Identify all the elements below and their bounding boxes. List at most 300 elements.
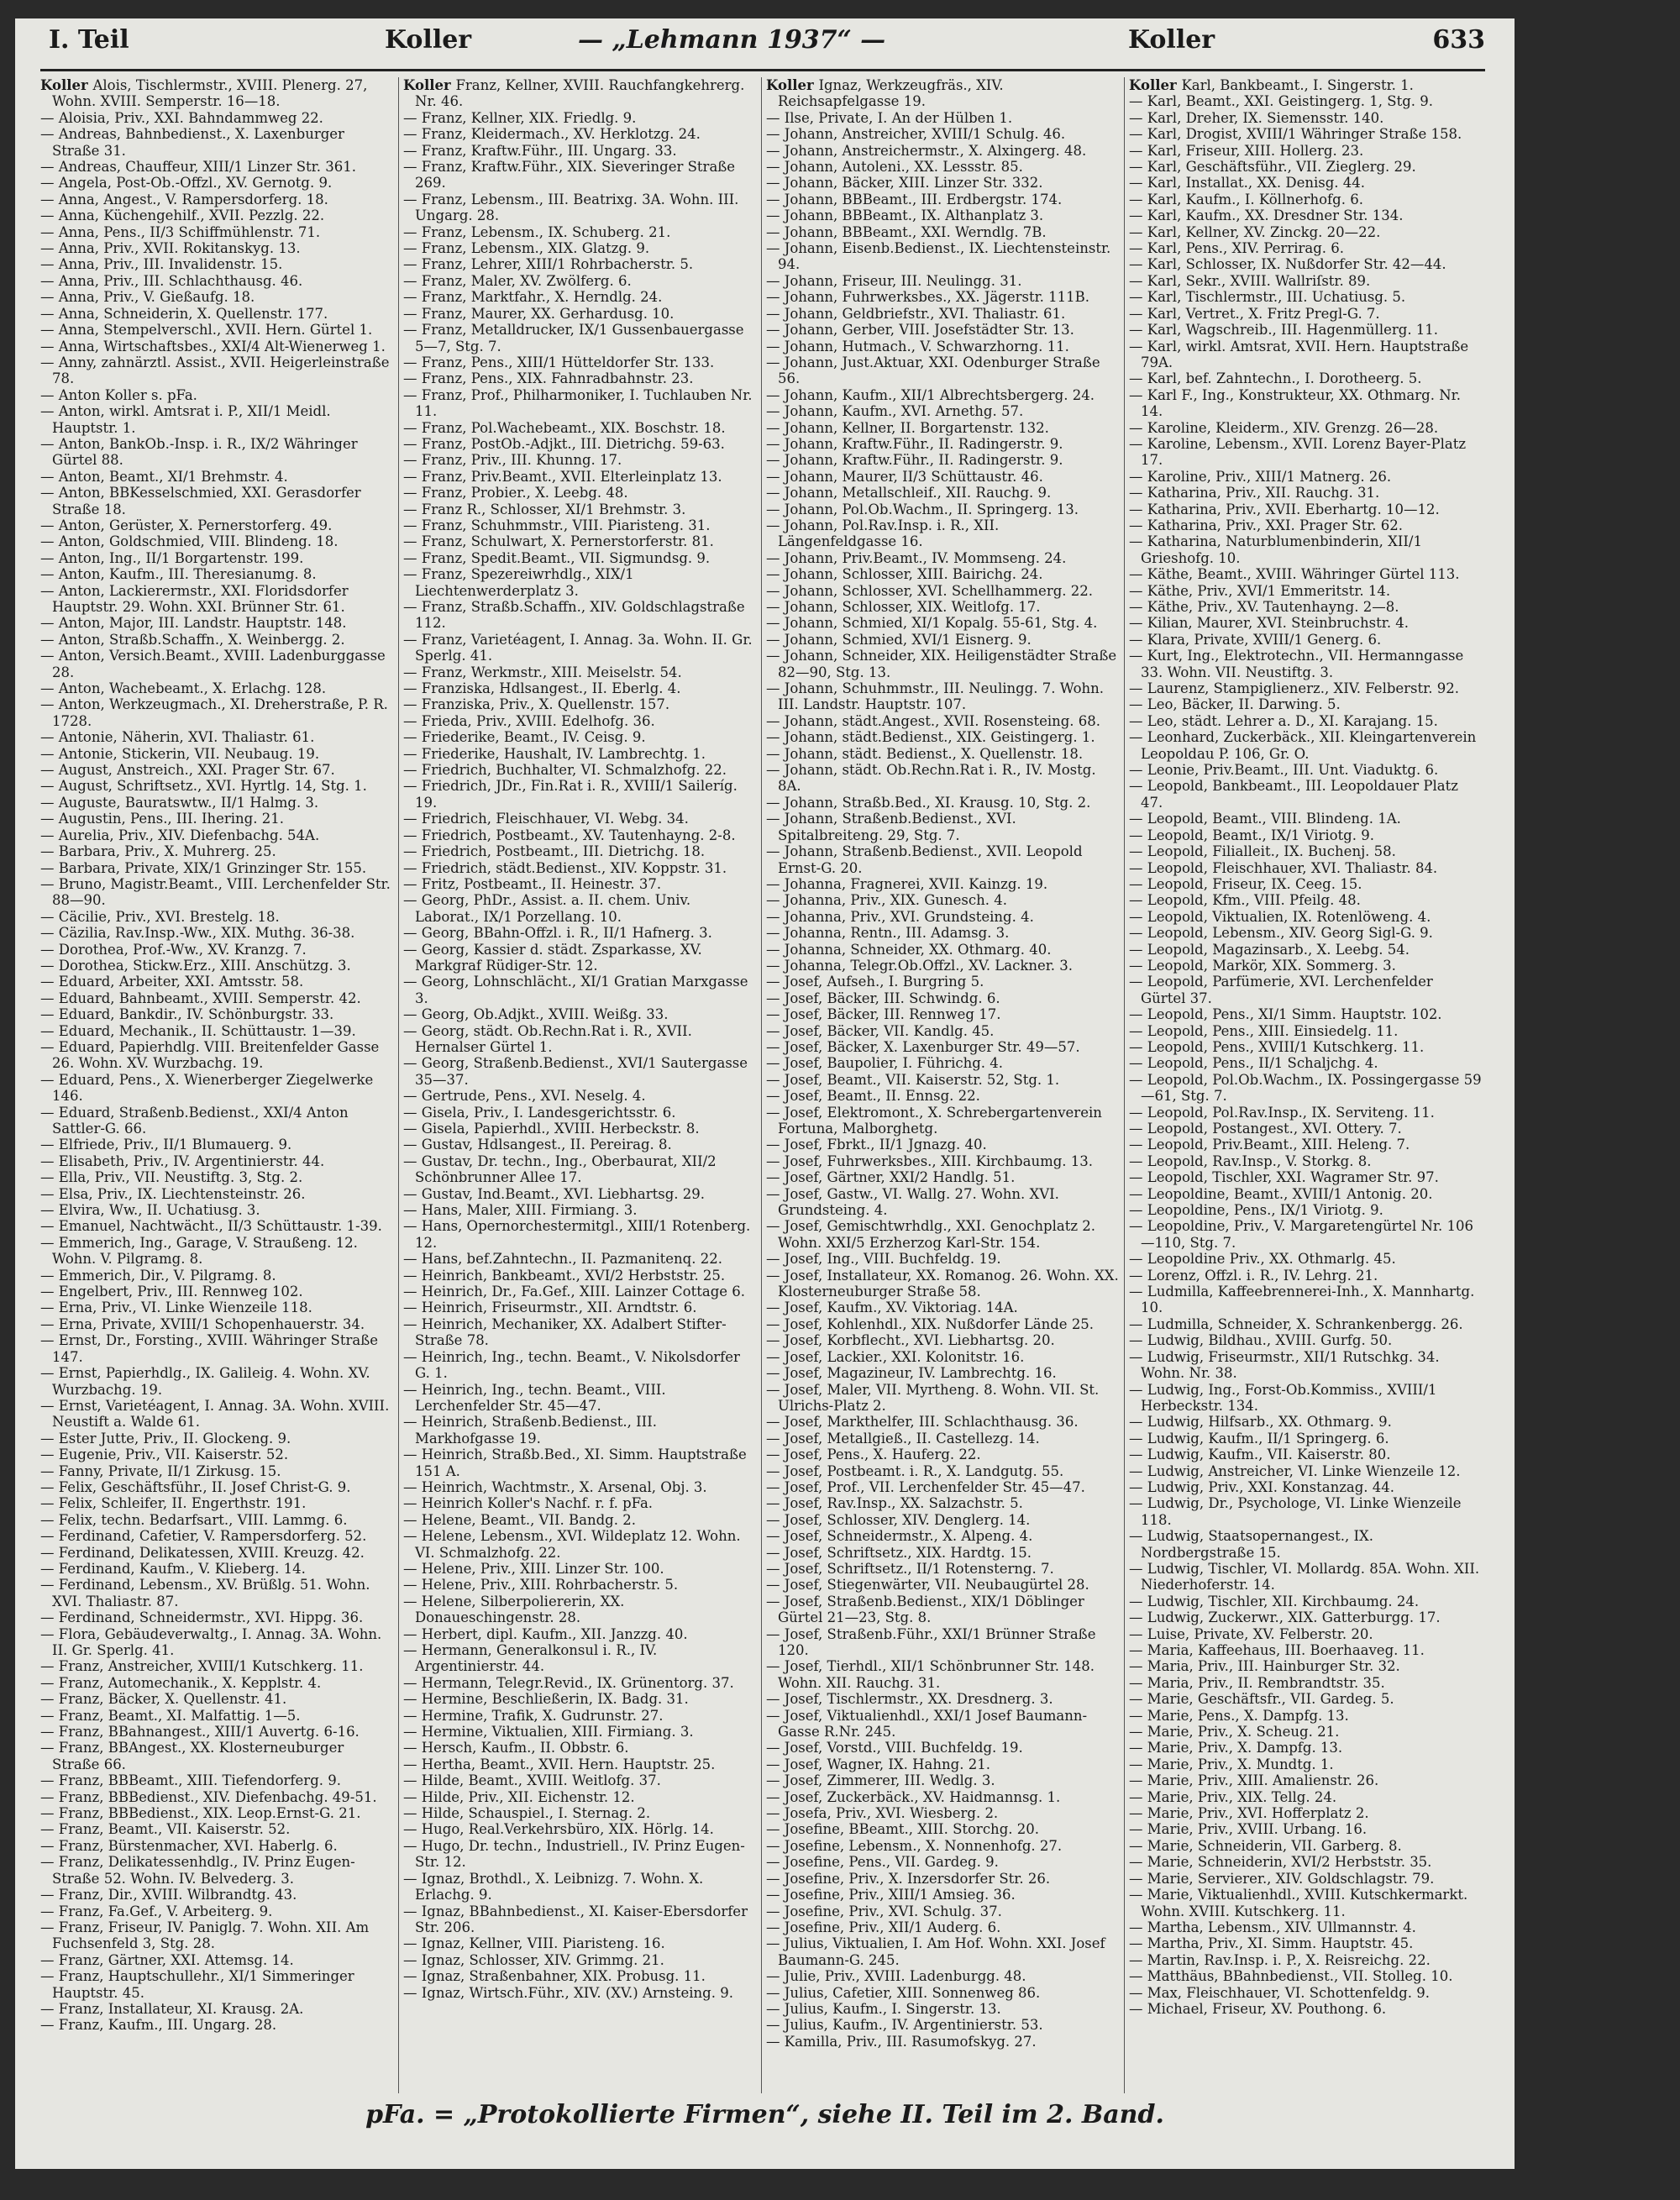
directory-entry: — Ludwig, Ing., Forst-Ob.Kommiss., XVIII/1 Herbeckstr. 134. — [1129, 1381, 1437, 1414]
directory-entry: — Ester Jutte, Priv., II. Glockeng. 9. — [40, 1430, 291, 1447]
directory-entry: — Anton, Versich.Beamt., XVIII. Ladenburggasse 28. — [40, 648, 386, 680]
directory-entry: — Karl, Beamt., XXI. Geistingerg. 1, Stg. 9. — [1129, 93, 1434, 110]
directory-entry: — Dorothea, Prof.-Ww., XV. Kranzg. 7. — [40, 941, 307, 958]
directory-entry: — Karl, Kellner, XV. Zinckg. 20—22. — [1129, 223, 1381, 240]
directory-entry: — Franz, Kellner, XIX. Friedlg. 9. — [403, 109, 637, 126]
directory-entry: — Josef, Markthelfer, III. Schlachthausg. 36. — [766, 1414, 1079, 1431]
directory-entry: — Johann, BBBeamt., XXI. Werndlg. 7B. — [766, 223, 1047, 240]
directory-entry: — Ferdinand, Kaufm., V. Klieberg. 14. — [40, 1560, 306, 1577]
directory-entry: — Ludwig, Hilfsarb., XX. Othmarg. 9. — [1129, 1414, 1392, 1431]
directory-entry: — Franz, Schuhmmstr., VIII. Piaristeng. 31. — [403, 517, 711, 533]
directory-entry: — Anton, wirkl. Amtsrat i. P., XII/1 Meidl. Hauptstr. 1. — [40, 403, 331, 436]
directory-entry: — Josef, Kohlenhdl., XIX. Nußdorfer Lände 25. — [766, 1315, 1095, 1332]
directory-entry: — Johann, Priv.Beamt., IV. Mommseng. 24. — [766, 549, 1067, 566]
directory-entry: — Leopold, Beamt., VIII. Blindeng. 1A. — [1129, 811, 1401, 827]
directory-entry: — Franz, Fa.Gef., V. Arbeiterg. 9. — [40, 1903, 273, 1919]
directory-entry: — Friedrich, städt.Bedienst., XIV. Koppstr. 31. — [403, 859, 727, 876]
directory-entry: — Johann, städt.Bedienst., XIX. Geistingerg. 1. — [766, 729, 1095, 746]
directory-entry: — Hersch, Kaufm., II. Obbstr. 6. — [403, 1740, 629, 1756]
directory-entry: — Johanna, Priv., XIX. Gunesch. 4. — [766, 892, 1007, 909]
directory-entry: — Gustav, Hdlsangest., II. Pereirag. 8. — [403, 1137, 672, 1153]
directory-entry: — Hermine, Trafik, X. Gudrunstr. 27. — [403, 1707, 664, 1724]
directory-entry: — Johann, BBBeamt., IX. Althanplatz 3. — [766, 207, 1044, 224]
directory-entry: — Josef, Schneidermstr., X. Alpeng. 4. — [766, 1528, 1033, 1545]
directory-entry: — Julius, Kaufm., IV. Argentinierstr. 53. — [766, 2017, 1043, 2034]
directory-entry: — Anton, Goldschmied, VIII. Blindeng. 18. — [40, 533, 339, 550]
directory-entry: — Josef, Maler, VII. Myrtheng. 8. Wohn. VII. St. Ulrichs-Platz 2. — [766, 1381, 1100, 1414]
directory-entry: — Heinrich, Ing., techn. Beamt., V. Nikolsdorfer G. 1. — [403, 1348, 740, 1382]
directory-entry: — Franz, Priv.Beamt., XVII. Elterleinplatz 13. — [403, 468, 722, 485]
directory-entry: — Leonhard, Zuckerbäck., XII. Kleingartenverein Leopoldau P. 106, Gr. O. — [1129, 729, 1477, 762]
directory-entry: — Franz, Metalldrucker, IX/1 Gussenbauergasse 5—7, Stg. 7. — [403, 322, 744, 354]
directory-entry: — Ferdinand, Lebensm., XV. Brüßlg. 51. Wohn. XVI. Thaliastr. 87. — [40, 1577, 370, 1609]
directory-entry: — Franz, Gärtner, XXI. Attemsg. 14. — [40, 1951, 294, 1968]
directory-entry: — Franz, Pol.Wachebeamt., XIX. Boschstr. 18. — [403, 419, 726, 436]
directory-entry: — Franz, Priv., III. Khunng. 17. — [403, 452, 622, 469]
directory-entry: — Johann, Maurer, II/3 Schüttaustr. 46. — [766, 468, 1043, 485]
directory-entry: — Josef, Fuhrwerksbes., XIII. Kirchbaumg. 13. — [766, 1153, 1094, 1169]
directory-entry: — Hermann, Generalkonsul i. R., IV. Argentinierstr. 44. — [403, 1642, 658, 1675]
directory-entry: — Katharina, Priv., XVII. Eberhartg. 10—12. — [1129, 501, 1440, 517]
directory-entry: — Marie, Priv., X. Dampfg. 13. — [1129, 1740, 1343, 1756]
directory-entry: — Franz, Werkmstr., XIII. Meiselstr. 54. — [403, 664, 682, 680]
directory-entry: — Johann, Kraftw.Führ., II. Radingerstr. 9. — [766, 435, 1063, 452]
directory-entry: — Leopoldine Priv., XX. Othmarlg. 45. — [1129, 1251, 1396, 1268]
column-1 — [40, 77, 393, 2093]
directory-entry: — Johanna, Priv., XVI. Grundsteing. 4. — [766, 908, 1034, 925]
directory-entry: — Ludwig, Tischler, VI. Mollardg. 85A. Wohn. XII. Niederhoferstr. 14. — [1129, 1560, 1480, 1594]
directory-entry: — Martha, Priv., XI. Simm. Hauptstr. 45. — [1129, 1935, 1414, 1952]
directory-entry: — Franz, BBBedienst., XIV. Diefenbachg. 49-51. — [40, 1788, 377, 1805]
directory-entry: — Marie, Priv., XIX. Tellg. 24. — [1129, 1788, 1337, 1805]
directory-entry: — Anna, Küchengehilf., XVII. Pezzlg. 22. — [40, 207, 325, 224]
directory-entry: — Leopold, Viktualien, IX. Rotenlöweng. 4. — [1129, 908, 1431, 925]
directory-entry: — Cäcilie, Priv., XVI. Brestelg. 18. — [40, 908, 280, 925]
directory-entry: — Leopold, Kfm., VIII. Pfeilg. 48. — [1129, 892, 1361, 909]
directory-entry: — Leopold, Filialleit., IX. Buchenj. 58. — [1129, 843, 1396, 860]
directory-entry: — Anna, Schneiderin, X. Quellenstr. 177. — [40, 305, 328, 322]
directory-entry: — Elisabeth, Priv., IV. Argentinierstr. 44. — [40, 1153, 325, 1169]
directory-entry: — Gustav, Ind.Beamt., XVI. Liebhartsg. 29. — [403, 1185, 706, 1202]
directory-entry: — Heinrich, Straßenb.Bedienst., III. Markhofgasse 19. — [403, 1414, 657, 1447]
directory-entry: — Friedrich, Fleischhauer, VI. Webg. 34. — [403, 811, 689, 827]
directory-entry: — August, Anstreich., XXI. Prager Str. 67. — [40, 762, 335, 779]
directory-entry: — Franz, Schulwart, X. Pernerstorferstr. 81. — [403, 533, 714, 550]
directory-entry: — Franz, Hauptschullehr., XI/1 Simmeringer Hauptstr. 45. — [40, 1968, 354, 2001]
directory-entry: — Johanna, Fragnerei, XVII. Kainzg. 19. — [766, 875, 1048, 892]
directory-entry: — Josef, Postbeamt. i. R., X. Landgutg. 55. — [766, 1462, 1064, 1479]
directory-entry: — Josef, Stiegenwärter, VII. Neubaugürtel 28. — [766, 1577, 1089, 1594]
directory-entry: — Karl, Kaufm., I. Köllnerhofg. 6. — [1129, 191, 1363, 207]
directory-entry: — Ludwig, Friseurmstr., XII/1 Rutschkg. 34. Wohn. Nr. 38. — [1129, 1348, 1440, 1382]
running-head-right: Koller — [1128, 25, 1215, 55]
directory-entry: — Anna, Stempelverschl., XVII. Hern. Gürtel 1. — [40, 322, 373, 339]
directory-entry: — Frieda, Priv., XVIII. Edelhofg. 36. — [403, 712, 655, 729]
directory-entry: — Maria, Priv., III. Hainburger Str. 32. — [1129, 1658, 1400, 1675]
directory-entry: — Franz, Lebensm., III. Beatrixg. 3A. Wohn. III. Ungarg. 28. — [403, 191, 739, 224]
directory-entry: — Franz, Friseur, IV. Paniglg. 7. Wohn. XII. Am Fuchsenfeld 3, Stg. 28. — [40, 1919, 370, 1952]
directory-entry: — Ignaz, Brothdl., X. Leibnizg. 7. Wohn. X. Erlachg. 9. — [403, 1870, 704, 1903]
directory-entry: — Julie, Priv., XVIII. Ladenburgg. 48. — [766, 1968, 1026, 1985]
directory-entry: — Franz, Maurer, XX. Gerhardusg. 10. — [403, 305, 675, 322]
directory-entry: — Josef, Beamt., VII. Kaiserstr. 52, Stg. 1. — [766, 1071, 1060, 1088]
directory-entry: — Josef, Gemischtwrhdlg., XXI. Genochplatz 2. Wohn. XXI/5 Erzherzog Karl-Str. 154. — [766, 1218, 1096, 1251]
directory-entry: — Eduard, Bankdir., IV. Schönburgstr. 33. — [40, 1006, 334, 1023]
directory-entry: — Franz, Marktfahr., X. Herndlg. 24. — [403, 289, 663, 306]
directory-entry: — Max, Fleischhauer, VI. Schottenfeldg. 9. — [1129, 1984, 1430, 2001]
directory-entry: — Josef, Prof., VII. Lerchenfelder Str. 45—47. — [766, 1478, 1085, 1495]
directory-entry: — Karl, Vertret., X. Fritz Pregl-G. 7. — [1129, 305, 1380, 322]
directory-entry: — Johann, Schlosser, XVI. Schellhammerg. 22. — [766, 582, 1094, 599]
directory-entry: — Josef, Pens., X. Hauferg. 22. — [766, 1447, 981, 1463]
directory-entry: — Gisela, Priv., I. Landesgerichtsstr. 6. — [403, 1104, 676, 1121]
directory-entry: — Josef, Vorstd., VIII. Buchfeldg. 19. — [766, 1740, 1023, 1756]
directory-entry: — Franz, Lebensm., XIX. Glatzg. 9. — [403, 240, 650, 257]
directory-entry: — Josef, Lackier., XXI. Kolonitstr. 16. — [766, 1348, 1025, 1365]
directory-entry: — Johann, Anstreichermstr., X. Alxingerg. 48. — [766, 142, 1087, 159]
directory-entry: — Anna, Angest., V. Rampersdorferg. 18. — [40, 191, 328, 207]
directory-entry: — Georg, PhDr., Assist. a. II. chem. Univ. Laborat., IX/1 Porzellang. 10. — [403, 892, 691, 925]
directory-entry: — Hilde, Beamt., XVIII. Weitlofg. 37. — [403, 1772, 661, 1789]
directory-entry: — Johann, Schmied, XI/1 Kopalg. 55-61, Stg. 4. — [766, 615, 1098, 632]
directory-entry: — Friederike, Beamt., IV. Ceisg. 9. — [403, 729, 646, 746]
directory-entry: — Josef, Gärtner, XXI/2 Handlg. 51. — [766, 1169, 1016, 1186]
directory-entry: — Josef, Zimmerer, III. Wedlg. 3. — [766, 1772, 995, 1789]
directory-entry: — Franz, Kleidermach., XV. Herklotzg. 24. — [403, 126, 701, 143]
directory-entry: — Johann, städt. Bedienst., X. Quellenstr. 18. — [766, 745, 1084, 762]
directory-entry: — Karl, bef. Zahntechn., I. Dorotheerg. 5. — [1129, 370, 1422, 387]
directory-entry: — Johann, Just.Aktuar, XXI. Odenburger Straße 56. — [766, 354, 1100, 387]
directory-entry: — Eugenie, Priv., VII. Kaiserstr. 52. — [40, 1447, 289, 1463]
directory-entry: — Josef, Tischlermstr., XX. Dresdnerg. 3. — [766, 1691, 1053, 1708]
directory-entry: — Hilde, Priv., XII. Eichenstr. 12. — [403, 1788, 635, 1805]
directory-entry: — Eduard, Pens., X. Wienerberger Ziegelwerke 146. — [40, 1071, 374, 1105]
directory-entry: — Heinrich, Wachtmstr., X. Arsenal, Obj. 3. — [403, 1478, 707, 1495]
directory-entry: — Marie, Priv., X. Scheug. 21. — [1129, 1724, 1340, 1741]
directory-entry: — Josef, Bäcker, VII. Kandlg. 45. — [766, 1022, 995, 1039]
directory-entry: — Leopold, Bankbeamt., III. Leopoldauer Platz 47. — [1129, 778, 1458, 811]
directory-entry: — Josef, Zuckerbäck., XV. Haidmannsg. 1. — [766, 1788, 1061, 1805]
page-header — [40, 18, 1485, 69]
directory-entry: — Katharina, Priv., XXI. Prager Str. 62. — [1129, 517, 1404, 533]
directory-entry: — Franz, Pens., XIX. Fahnradbahnstr. 23. — [403, 370, 694, 387]
directory-entry: — Ferdinand, Schneidermstr., XVI. Hippg. 36. — [40, 1609, 364, 1626]
directory-entry: — Leo, Bäcker, II. Darwing. 5. — [1129, 696, 1341, 713]
directory-entry: — Leopoldine, Priv., V. Margaretengürtel Nr. 106—110, Stg. 7. — [1129, 1218, 1473, 1251]
directory-entry: — Johanna, Schneider, XX. Othmarg. 40. — [766, 941, 1052, 958]
directory-entry: — Dorothea, Stickw.Erz., XIII. Anschützg. 3. — [40, 957, 351, 974]
directory-entry: — Fritz, Postbeamt., II. Heinestr. 37. — [403, 875, 662, 892]
directory-entry: — Josef, Beamt., II. Ennsg. 22. — [766, 1088, 980, 1105]
directory-entry: — Heinrich, Dr., Fa.Gef., XIII. Lainzer Cottage 6. — [403, 1284, 746, 1300]
directory-entry: — Leopold, Lebensm., XIV. Georg Sigl-G. 9. — [1129, 925, 1433, 942]
directory-entry: — Johann, Kaufm., XVI. Arnethg. 57. — [766, 403, 1024, 420]
directory-entry: — Heinrich, Mechaniker, XX. Adalbert Stifter-Straße 78. — [403, 1315, 727, 1349]
directory-entry: — Franz, BBAngest., XX. Klosterneuburger Straße 66. — [40, 1740, 344, 1772]
directory-entry: — Leopold, Pens., XI/1 Simm. Hauptstr. 102. — [1129, 1006, 1442, 1023]
directory-entry: — Josef, Aufseh., I. Burgring 5. — [766, 974, 984, 990]
directory-entry: — Leopold, Friseur, IX. Ceeg. 15. — [1129, 875, 1362, 892]
directory-entry: — Anton, Lackierermstr., XXI. Floridsdorfer Hauptstr. 29. Wohn. XXI. Brünner Str. 61. — [40, 582, 349, 615]
directory-entry: — Leopold, Rav.Insp., V. Storkg. 8. — [1129, 1153, 1372, 1169]
directory-entry: — Franz, Lebensm., IX. Schuberg. 21. — [403, 223, 671, 240]
directory-entry: — Franz, Kraftw.Führ., XIX. Sieveringer Straße 269. — [403, 159, 736, 192]
directory-entry: — Georg, Straßenb.Bedienst., XVI/1 Sautergasse 35—37. — [403, 1055, 748, 1088]
directory-entry: — Karl, Sekr., XVIII. Wallriſstr. 89. — [1129, 272, 1371, 289]
directory-entry: — Johann, Pol.Rav.Insp. i. R., XII. Längenfeldgasse 16. — [766, 517, 1000, 550]
directory-entry: — Leopold, Pens., II/1 Schaljchg. 4. — [1129, 1055, 1378, 1072]
directory-entry: — Leopold, Pol.Ob.Wachm., IX. Possingergasse 59—61, Stg. 7. — [1129, 1071, 1482, 1105]
directory-entry: — Johann, Fuhrwerksbes., XX. Jägerstr. 111B. — [766, 289, 1090, 306]
directory-entry: — Karl, Schlosser, IX. Nußdorfer Str. 42—44. — [1129, 256, 1446, 273]
directory-entry: — Josef, Baupolier, I. Führichg. 4. — [766, 1055, 1004, 1072]
directory-entry: — Ludwig, Kaufm., II/1 Springerg. 6. — [1129, 1430, 1389, 1447]
directory-entry: — Marie, Priv., XVIII. Urbang. 16. — [1129, 1821, 1368, 1838]
directory-entry: — Josef, Tierhdl., XII/1 Schönbrunner Str. 148. Wohn. XII. Rauchg. 31. — [766, 1658, 1095, 1691]
directory-entry: — Johann, Straßenb.Bedienst., XVII. Leopold Ernst-G. 20. — [766, 843, 1083, 876]
directory-entry: — Franz, Beamt., XI. Malfattig. 1—5. — [40, 1707, 301, 1724]
directory-entry: — Anna, Wirtschaftsbes., XXI/4 Alt-Wienerweg 1. — [40, 338, 386, 354]
directory-entry: — Josefine, Lebensm., X. Nonnenhofg. 27. — [766, 1837, 1063, 1854]
directory-entry: — Marie, Geschäftsfr., VII. Gardeg. 5. — [1129, 1691, 1394, 1708]
directory-entry: — Karl, Installat., XX. Denisg. 44. — [1129, 175, 1366, 192]
directory-entry: — Anton, Kaufm., III. Theresianumg. 8. — [40, 566, 317, 583]
directory-entry: — Helene, Priv., XIII. Linzer Str. 100. — [403, 1560, 664, 1577]
directory-entry: — Kilian, Maurer, XVI. Steinbruchstr. 4. — [1129, 615, 1410, 632]
directory-entry: — Johann, städt.Angest., XVII. Rosensteing. 68. — [766, 712, 1101, 729]
directory-entry: — Franz, Bäcker, X. Quellenstr. 41. — [40, 1691, 287, 1708]
directory-entry: — Josef, Ing., VIII. Buchfeldg. 19. — [766, 1251, 1001, 1268]
directory-entry: — Johann, Anstreicher, XVIII/1 Schulg. 46. — [766, 126, 1066, 143]
directory-entry: — Anton, Wachebeamt., X. Erlachg. 128. — [40, 680, 327, 697]
directory-entry: — Franz R., Schlosser, XI/1 Brehmstr. 3. — [403, 501, 686, 517]
directory-entry: — Anton, Straßb.Schaffn., X. Weinbergg. 2. — [40, 631, 345, 648]
directory-entry: — Johann, Bäcker, XIII. Linzer Str. 332. — [766, 175, 1043, 192]
directory-entry: — Leopoldine, Pens., IX/1 Viriotg. 9. — [1129, 1202, 1383, 1219]
directory-entry: — Aloisia, Priv., XXI. Bahndammweg 22. — [40, 109, 323, 126]
directory-entry: — Johann, Geldbriefstr., XVI. Thaliastr. 61. — [766, 305, 1066, 322]
surname-lead: Koller — [1129, 77, 1182, 93]
directory-entry: — Marie, Schneiderin, XVI/2 Herbststr. 35. — [1129, 1854, 1432, 1871]
directory-entry: — Franz, BBBeamt., XIII. Tiefendorferg. 9. — [40, 1772, 341, 1789]
directory-entry: — Ignaz, BBahnbedienst., XI. Kaiser-Ebersdorfer Str. 206. — [403, 1903, 748, 1935]
directory-entry: — Friedrich, Buchhalter, VI. Schmalzhofg. 22. — [403, 762, 727, 779]
directory-entry: — Barbara, Priv., X. Muhrerg. 25. — [40, 843, 276, 860]
directory-entry: — Josef, Korbflecht., XVI. Liebhartsg. 20. — [766, 1332, 1055, 1349]
directory-entry: — Johann, Schlosser, XIII. Bairichg. 24. — [766, 566, 1043, 583]
directory-entry: — Eduard, Papierhdlg. VIII. Breitenfelder Gasse 26. Wohn. XV. Wurzbachg. 19. — [40, 1038, 380, 1072]
directory-entry: — Kamilla, Priv., III. Rasumofskyg. 27. — [766, 2033, 1037, 2050]
directory-entry: — Georg, Kassier d. städt. Zsparkasse, XV. Markgraf Rüdiger-Str. 12. — [403, 941, 702, 974]
directory-entry: — Michael, Friseur, XV. Pouthong. 6. — [1129, 2000, 1387, 2017]
directory-entry: — Engelbert, Priv., III. Rennweg 102. — [40, 1284, 303, 1300]
directory-entry: — Erna, Private, XVIII/1 Schopenhauerstr. 34. — [40, 1315, 365, 1332]
directory-entry: — Karl, Kaufm., XX. Dresdner Str. 134. — [1129, 207, 1404, 224]
directory-entry: — Johann, Gerber, VIII. Josefstädter Str. 13. — [766, 322, 1074, 339]
directory-entry: — Julius, Kaufm., I. Singerstr. 13. — [766, 2000, 1001, 2017]
directory-entry: — Johann, Hutmach., V. Schwarzhorng. 11. — [766, 338, 1069, 354]
directory-entry: — Josef, Schlosser, XIV. Denglerg. 14. — [766, 1511, 1031, 1528]
directory-entry: — Elvira, Ww., II. Uchatiusg. 3. — [40, 1202, 260, 1219]
directory-entry: — Katharina, Naturblumenbinderin, XII/1 Grieshofg. 10. — [1129, 533, 1422, 566]
directory-entry: — Marie, Priv., X. Mundtg. 1. — [1129, 1756, 1334, 1772]
directory-entry: — Josef, Installateur, XX. Romanog. 26. Wohn. XX. Klosterneuburger Straße 58. — [766, 1267, 1119, 1300]
page-number: 633 — [1432, 25, 1485, 55]
directory-entry: — Josefine, Pens., VII. Gardeg. 9. — [766, 1854, 999, 1871]
directory-entry: — Leopold, Postangest., XVI. Ottery. 7. — [1129, 1121, 1402, 1137]
directory-entry: — Hugo, Dr. techn., Industriell., IV. Prinz Eugen-Str. 12. — [403, 1837, 745, 1871]
directory-page — [15, 18, 1515, 2169]
directory-entry: — Ferdinand, Cafetier, V. Rampersdorferg. 52. — [40, 1528, 367, 1545]
directory-entry: — Franz, Bürstenmacher, XVI. Haberlg. 6. — [40, 1837, 338, 1854]
directory-entry: — Karl, Drogist, XVIII/1 Währinger Straße 158. — [1129, 126, 1462, 143]
directory-entry: — Josefa, Priv., XVI. Wiesberg. 2. — [766, 1805, 999, 1822]
directory-entry: — Ernst, Varietéagent, I. Annag. 3A. Wohn. XVIII. Neustift a. Walde 61. — [40, 1397, 390, 1431]
directory-entry: — Marie, Schneiderin, VII. Garberg. 8. — [1129, 1837, 1402, 1854]
directory-entry: — Johann, Schlosser, XIX. Weitlofg. 17. — [766, 599, 1041, 615]
directory-entry: — Gisela, Papierhdl., XVIII. Herbeckstr. 8. — [403, 1121, 700, 1137]
directory-entry: — Friedrich, JDr., Fin.Rat i. R., XVIII/1 Saileríg. 19. — [403, 778, 738, 811]
directory-entry: — Antonie, Stickerin, VII. Neubaug. 19. — [40, 745, 320, 762]
directory-entry: — Josef, Straßenb.Bedienst., XIX/1 Döblinger Gürtel 21—23, Stg. 8. — [766, 1593, 1084, 1626]
directory-entry: — Hilde, Schauspiel., I. Sternag. 2. — [403, 1805, 651, 1822]
directory-entry: — Friedrich, Postbeamt., XV. Tautenhayng. 2-8. — [403, 827, 736, 843]
directory-entry: — Ignaz, Straßenbahner, XIX. Probusg. 11. — [403, 1968, 706, 1985]
directory-entry: — Eduard, Bahnbeamt., XVIII. Semperstr. 42. — [40, 990, 361, 1006]
directory-entry: — Heinrich, Friseurmstr., XII. Arndtstr. 6. — [403, 1300, 697, 1316]
directory-entry: — Andreas, Bahnbedienst., X. Laxenburger Straße 31. — [40, 126, 344, 159]
directory-entry: — Karoline, Kleiderm., XIV. Grenzg. 26—28. — [1129, 419, 1439, 436]
directory-entry: — Anton, Werkzeugmach., XI. Dreherstraße, P. R. 1728. — [40, 696, 388, 729]
directory-entry: — Ignaz, Kellner, VIII. Piaristeng. 16. — [403, 1935, 665, 1952]
directory-entry: — Josef, Rav.Insp., XX. Salzachstr. 5. — [766, 1495, 1023, 1512]
directory-entry: — Johann, BBBeamt., III. Erdbergstr. 174. — [766, 191, 1063, 207]
directory-entry: — Heinrich, Bankbeamt., XVI/2 Herbststr. 25. — [403, 1267, 726, 1284]
section-label: I. Teil — [49, 25, 129, 55]
directory-entry: — Ignaz, Schlosser, XIV. Grimmg. 21. — [403, 1951, 664, 1968]
directory-entry: — Leopold, Magazinsarb., X. Leebg. 54. — [1129, 941, 1410, 958]
directory-entry: — Josef, Kaufm., XV. Viktoriag. 14A. — [766, 1300, 1018, 1316]
directory-entry: — Franz, Installateur, XI. Krausg. 2A. — [40, 2000, 304, 2017]
directory-entry: — Angela, Post-Ob.-Offzl., XV. Gernotg. 9. — [40, 175, 333, 192]
directory-entry: — Emmerich, Ing., Garage, V. Straußeng. 12. Wohn. V. Pilgramg. 8. — [40, 1234, 358, 1268]
directory-entry: — Marie, Pens., X. Dampfg. 13. — [1129, 1707, 1349, 1724]
directory-entry: — Hugo, Real.Verkehrsbüro, XIX. Hörlg. 14. — [403, 1821, 714, 1838]
directory-entry: — Johann, Schuhmmstr., III. Neulingg. 7. Wohn. III. Landstr. Hauptstr. 107. — [766, 680, 1105, 713]
directory-entry: — Ignaz, Wirtsch.Führ., XIV. (XV.) Arnsteing. 9. — [403, 1984, 733, 2001]
directory-entry: — Josef, Elektromont., X. Schrebergartenverein Fortuna, Malborghetg. — [766, 1104, 1102, 1137]
directory-entry: — Ludwig, Staatsopernangest., IX. Nordbergstraße 15. — [1129, 1528, 1373, 1561]
directory-entry: — Hermine, Beschließerin, IX. Badg. 31. — [403, 1691, 689, 1708]
directory-entry: — Josef, Bäcker, III. Rennweg 17. — [766, 1006, 1001, 1023]
directory-entry: — Franziska, Priv., X. Quellenstr. 157. — [403, 696, 670, 713]
directory-entry: — Ludwig, Anstreicher, VI. Linke Wienzeile 12. — [1129, 1462, 1461, 1479]
directory-entry: — Franz, BBahnangest., XIII/1 Auvertg. 6-16. — [40, 1724, 360, 1741]
directory-entry: — Felix, Schleifer, II. Engerthstr. 191. — [40, 1495, 307, 1512]
directory-entry: — Hermine, Viktualien, XIII. Firmiang. 3. — [403, 1724, 694, 1741]
directory-entry: — Friedrich, Postbeamt., III. Dietrichg. 18. — [403, 843, 706, 860]
directory-entry: — Ludwig, Dr., Psychologe, VI. Linke Wienzeile 118. — [1129, 1495, 1462, 1528]
directory-entry: — Franz, Probier., X. Leebg. 48. — [403, 485, 628, 501]
directory-entry: — Leopold, Priv.Beamt., XIII. Heleng. 7. — [1129, 1137, 1410, 1153]
directory-entry: — Helene, Priv., XIII. Rohrbacherstr. 5. — [403, 1577, 679, 1594]
directory-entry: — Leopold, Beamt., IX/1 Viriotg. 9. — [1129, 827, 1374, 843]
directory-entry: — Franz, Anstreicher, XVIII/1 Kutschkerg. 11. — [40, 1658, 364, 1675]
directory-entry: — Helene, Silberpoliererin, XX. Donaueschingenstr. 28. — [403, 1593, 625, 1626]
directory-entry: — Leopold, Pens., XVIII/1 Kutschkerg. 11. — [1129, 1038, 1425, 1055]
directory-entry: — Eduard, Straßenb.Bedienst., XXI/4 Anton Sattler-G. 66. — [40, 1104, 349, 1137]
directory-entry: — Emmerich, Dir., V. Pilgramg. 8. — [40, 1267, 276, 1284]
directory-entry: — Katharina, Priv., XII. Rauchg. 31. — [1129, 485, 1380, 501]
directory-entry: — Antonie, Näherin, XVI. Thaliastr. 61. — [40, 729, 315, 746]
directory-entry: — Franz, Spedit.Beamt., VII. Sigmundsg. 9. — [403, 549, 711, 566]
directory-entry: — Ferdinand, Delikatessen, XVIII. Kreuzg. 42. — [40, 1544, 365, 1561]
directory-entry: — Anton Koller s. pFa. — [40, 386, 197, 403]
directory-entry: — Josef, Gastw., VI. Wallg. 27. Wohn. XVI. Grundsteing. 4. — [766, 1185, 1059, 1219]
directory-entry: — Karoline, Lebensm., XVII. Lorenz Bayer-Platz 17. — [1129, 435, 1467, 469]
directory-entry: — Leopold, Markör, XIX. Sommerg. 3. — [1129, 957, 1396, 974]
directory-entry: — Franz, Straßb.Schaffn., XIV. Goldschlagstraße 112. — [403, 599, 745, 632]
directory-entry: — Josef, Viktualienhdl., XXI/1 Josef Baumann-Gasse R.Nr. 245. — [766, 1707, 1088, 1741]
directory-entry: — Josef, Schriftsetz., XIX. Hardtg. 15. — [766, 1544, 1032, 1561]
directory-entry: — Georg, städt. Ob.Rechn.Rat i. R., XVII. Hernalser Gürtel 1. — [403, 1022, 692, 1055]
directory-entry: — Anna, Priv., III. Schlachthausg. 46. — [40, 272, 303, 289]
directory-entry: — Josefine, BBeamt., XIII. Storchg. 20. — [766, 1821, 1039, 1838]
directory-entry: — Laurenz, Stampiglienerz., XIV. Felberstr. 92. — [1129, 680, 1459, 697]
directory-entry: — Karl F., Ing., Konstrukteur, XX. Othmarg. Nr. 14. — [1129, 386, 1461, 420]
directory-entry: — Kurt, Ing., Elektrotechn., VII. Hermanngasse 33. Wohn. VII. Neustiftg. 3. — [1129, 648, 1464, 680]
directory-entry: — Ludwig, Bildhau., XVIII. Gurfg. 50. — [1129, 1332, 1393, 1349]
directory-entry: — Käthe, Priv., XVI/1 Emmeritstr. 14. — [1129, 582, 1391, 599]
directory-entry: — Josefine, Priv., XII/1 Auderg. 6. — [766, 1919, 1001, 1935]
directory-entry: — Karl, Wagschreib., III. Hagenmüllerg. 11. — [1129, 322, 1439, 339]
directory-entry: — Karl, Geschäftsführ., VII. Zieglerg. 29. — [1129, 159, 1416, 176]
directory-entry: — Anna, Priv., XVII. Rokitanskyg. 13. — [40, 240, 301, 257]
directory-entry: — Franziska, Hdlsangest., II. Eberlg. 4. — [403, 680, 681, 697]
directory-entry: — Ilse, Private, I. An der Hülben 1. — [766, 109, 1013, 126]
directory-entry: — Anna, Priv., III. Invalidenstr. 15. — [40, 256, 283, 273]
directory-entry: Koller Karl, Bankbeamt., I. Singerstr. 1. — [1129, 77, 1414, 93]
directory-entry: — Johann, Pol.Ob.Wachm., II. Springerg. 13. — [766, 501, 1079, 517]
directory-entry: — Anna, Priv., V. Gießaufg. 18. — [40, 289, 255, 306]
directory-entry: — Karl, wirkl. Amtsrat, XVII. Hern. Hauptstraße 79A. — [1129, 338, 1469, 370]
directory-entry: — Julius, Cafetier, XIII. Sonnenweg 86. — [766, 1984, 1041, 2001]
directory-entry: — Ella, Priv., VII. Neustiftg. 3, Stg. 2. — [40, 1169, 303, 1186]
directory-entry: — Gertrude, Pens., XVI. Neselg. 4. — [403, 1088, 646, 1105]
directory-entry: — Aurelia, Priv., XIV. Diefenbachg. 54A. — [40, 827, 320, 843]
directory-entry: — Erna, Priv., VI. Linke Wienzeile 118. — [40, 1300, 312, 1316]
publication-title: — „Lehmann 1937“ — — [578, 25, 886, 55]
directory-entry: — Anton, BankOb.-Insp. i. R., IX/2 Währinger Gürtel 88. — [40, 435, 358, 469]
directory-entry: — Franz, PostOb.-Adjkt., III. Dietrichg. 59-63. — [403, 435, 725, 452]
directory-entry: — Josefine, Priv., XIII/1 Amsieg. 36. — [766, 1887, 1016, 1903]
footer-note: pFa. = „Protokollierte Firmen“, siehe II. Teil im 2. Band. — [365, 2100, 1164, 2129]
directory-entry: Koller Alois, Tischlermstr., XVIII. Plenerg. 27, Wohn. XVIII. Semperstr. 16—18. — [40, 77, 368, 110]
directory-entry: — Johann, Autoleni., XX. Lessstr. 85. — [766, 159, 1023, 176]
directory-entry: — Franz, Dir., XVIII. Wilbrandtg. 43. — [40, 1887, 297, 1903]
directory-entry: — Augustin, Pens., III. Ihering. 21. — [40, 811, 284, 827]
directory-entry: — Josefine, Priv., X. Inzersdorfer Str. 26. — [766, 1870, 1051, 1887]
directory-entry: — Johann, Kraftw.Führ., II. Radingerstr. 9. — [766, 452, 1063, 469]
directory-entry: — Josef, Fbrkt., II/1 Jgnazg. 40. — [766, 1137, 987, 1153]
directory-entry: — Karl, Dreher, IX. Siemensstr. 140. — [1129, 109, 1384, 126]
directory-entry: — Flora, Gebäudeverwaltg., I. Annag. 3A. Wohn. II. Gr. Sperlg. 41. — [40, 1625, 382, 1658]
directory-entry: — Leo, städt. Lehrer a. D., XI. Karajang. 15. — [1129, 712, 1438, 729]
directory-entry: — Johann, Metallschleif., XII. Rauchg. 9. — [766, 485, 1052, 501]
directory-entry: — Emanuel, Nachtwächt., II/3 Schüttaustr. 1-39. — [40, 1218, 382, 1235]
directory-entry: — Josef, Magazineur, IV. Lambrechtg. 16. — [766, 1365, 1057, 1382]
directory-entry: — Karl, Pens., XIV. Perrirag. 6. — [1129, 240, 1344, 257]
